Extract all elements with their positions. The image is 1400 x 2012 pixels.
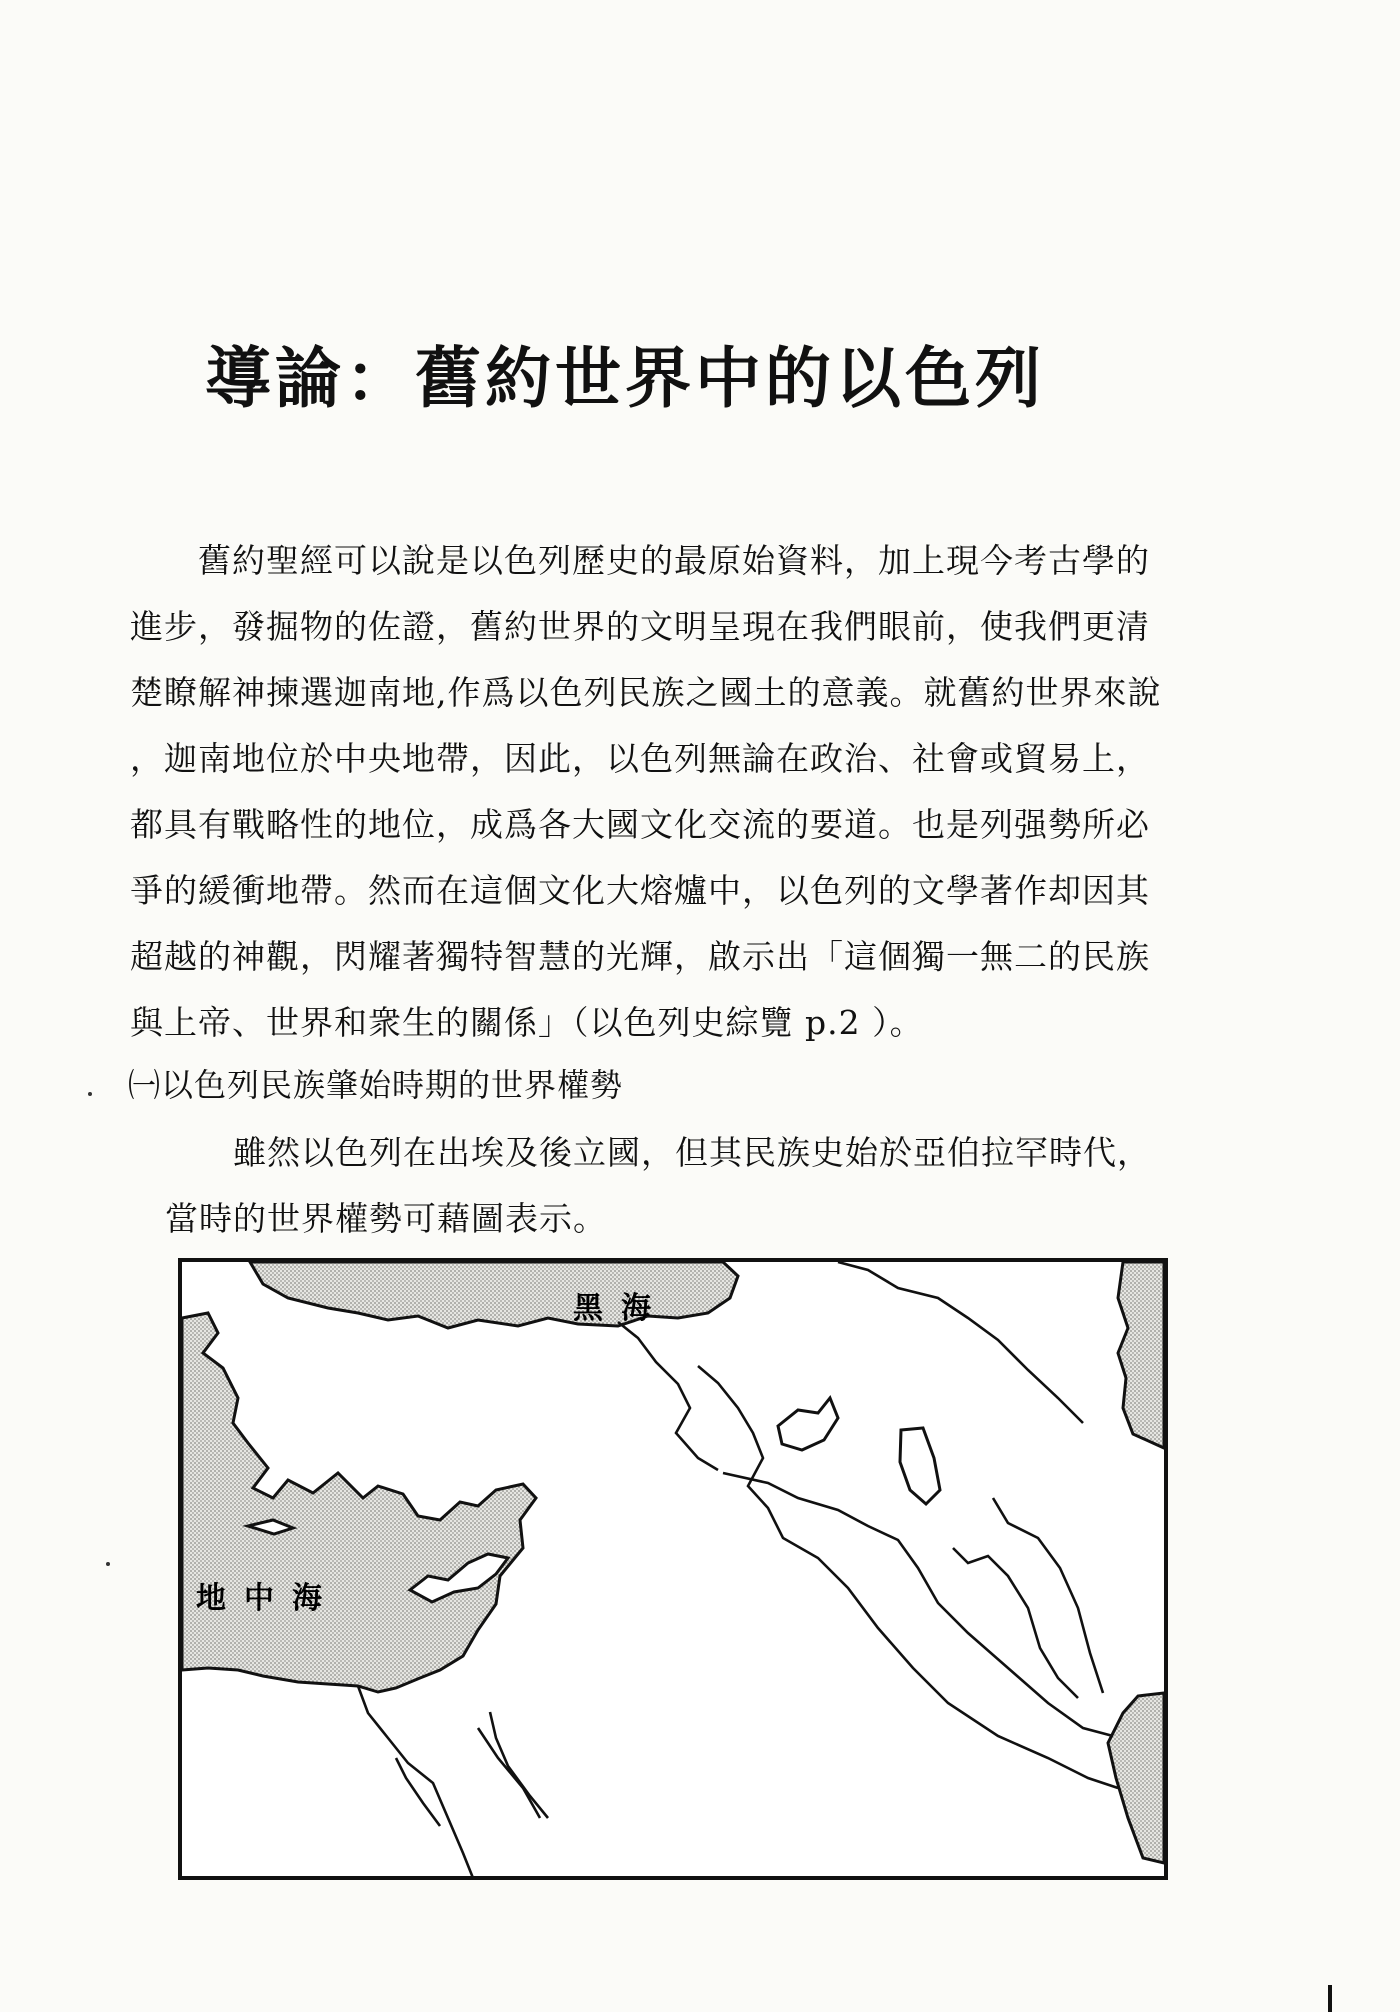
paragraph-line: 與上帝、世界和衆生的關係」（以色列史綜覽 p.2 ）。 — [130, 1003, 924, 1042]
scan-speck — [106, 1562, 110, 1566]
section-heading: ㈠以色列民族肇始時期的世界權勢 — [128, 1066, 624, 1104]
paragraph-line: 爭的緩衝地帶。然而在這個文化大熔爐中，以色列的文學著作却因其 — [130, 871, 1150, 910]
scan-speck — [88, 1092, 92, 1096]
paragraph-line: 進步，發掘物的佐證，舊約世界的文明呈現在我們眼前，使我們更清 — [130, 607, 1150, 646]
map-figure — [178, 1258, 1168, 1880]
body-paragraph-1 — [130, 528, 1220, 1056]
ancient-near-east-map — [178, 1258, 1168, 1880]
paragraph-line: 舊約聖經可以說是以色列歷史的最原始資料，加上現今考古學的 — [198, 541, 1150, 580]
paragraph-line: 當時的世界權勢可藉圖表示。 — [165, 1199, 607, 1238]
paragraph-line: 雖然以色列在出埃及後立國，但其民族史始於亞伯拉罕時代， — [233, 1133, 1151, 1172]
body-paragraph-2 — [165, 1120, 1225, 1252]
paragraph-line: 都具有戰略性的地位，成爲各大國文化交流的要道。也是列强勢所必 — [130, 805, 1150, 844]
mediterranean-sea-label: 地中海 — [196, 1581, 340, 1616]
page-edge-mark — [1328, 1985, 1332, 2012]
black-sea-label: 黑海 — [573, 1291, 669, 1326]
paragraph-line: 楚瞭解神揀選迦南地,作爲以色列民族之國土的意義。就舊約世界來說 — [130, 673, 1162, 712]
paragraph-line: ，迦南地位於中央地帶，因此，以色列無論在政治、社會或貿易上， — [130, 739, 1150, 778]
page-title: 導論：舊約世界中的以色列 — [205, 340, 1045, 417]
paragraph-line: 超越的神觀，閃耀著獨特智慧的光輝，啟示出「這個獨一無二的民族 — [130, 937, 1150, 976]
